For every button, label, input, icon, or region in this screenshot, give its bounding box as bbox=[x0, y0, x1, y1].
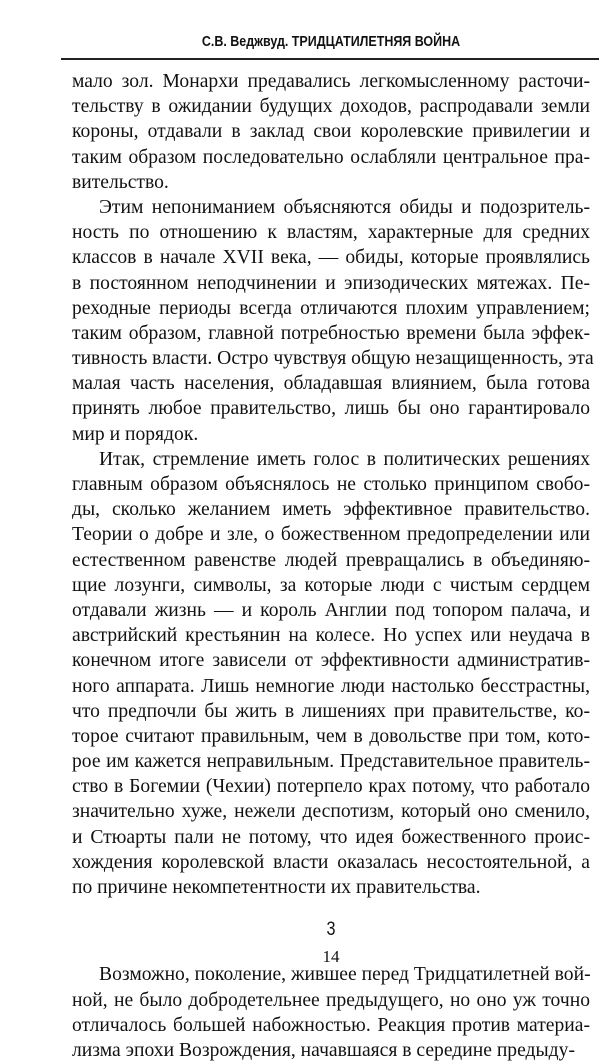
text-line: тельству в ожидании будущих доходов, распродавали земли bbox=[72, 96, 590, 118]
text-line: естественном равенстве людей превращались в объединяю- bbox=[72, 549, 590, 571]
text-line: малая часть населения, обладавшая влиянием, была готова bbox=[72, 373, 590, 395]
text-line: торое считают правильным, чем в довольстве при том, кото- bbox=[72, 725, 590, 747]
header-rule bbox=[61, 58, 599, 60]
running-header: С.В. Веджвуд. ТРИДЦАТИЛЕТНЯЯ ВОЙНА bbox=[201, 34, 461, 50]
text-line: реходные периоды всегда отличаются плохим управлением; bbox=[72, 297, 590, 319]
text-line: австрийский крестьянин на колесе. Но успех или неудача в bbox=[72, 625, 590, 647]
text-line: ды, сколько желанием иметь эффективное правительство. bbox=[72, 499, 590, 521]
paragraph bbox=[72, 69, 594, 900]
text-line: Этим непониманием объясняются обиды и подозритель- bbox=[99, 196, 590, 218]
section-number: 3 bbox=[326, 919, 336, 941]
text-line: отдавали жизнь — и король Англии под топором палача, и bbox=[72, 599, 590, 621]
text-line: конечном итоге зависели от эффективности административ- bbox=[72, 650, 590, 672]
text-line: в постоянном неподчинении и эпизодических мятежах. Пе- bbox=[72, 272, 590, 294]
text-line: щие лозунги, символы, за которые люди с чистым сердцем bbox=[72, 574, 590, 596]
text-line: хождения королевской власти оказалась несостоятельной, а bbox=[72, 851, 590, 873]
text-line: мир и порядок. bbox=[72, 423, 199, 445]
page-body bbox=[72, 69, 594, 1063]
text-line: ство в Богемии (Чехии) потерпело крах потому, что работало bbox=[72, 776, 590, 798]
text-line: короны, отдавали в заклад свои королевские привилегии и bbox=[72, 121, 590, 143]
text-line: Итак, стремление иметь голос в политических решениях bbox=[99, 448, 590, 470]
page-number: 14 bbox=[322, 947, 340, 966]
text-line: значительно хуже, нежели деспотизм, который оно сменило, bbox=[72, 801, 590, 823]
text-line: тивность власти. Остро чувствуя общую незащищенность, эта bbox=[72, 348, 594, 370]
text-line: по причине некомпетентности их правительства. bbox=[72, 877, 481, 898]
text-line: и Стюарты пали не потому, что идея божественного проис- bbox=[72, 826, 590, 848]
text-line: классов в начале XVII века, — обиды, которые проявлялись bbox=[72, 247, 590, 269]
text-line: принять любое правительство, лишь бы оно гарантировало bbox=[72, 398, 590, 420]
text-line: таким образом, главной потребностью времени была эффек- bbox=[72, 322, 590, 344]
paragraph bbox=[72, 962, 590, 1063]
text-line: отличалось большей набожностью. Реакция против материа- bbox=[72, 1014, 590, 1036]
text-line: вительство. bbox=[72, 171, 169, 193]
text-line: главным образом объяснялось не столько принципом свобо- bbox=[72, 474, 590, 495]
text-line: что предпочли бы жить в лишениях при правительстве, ко- bbox=[72, 700, 590, 722]
text-line: ного аппарата. Лишь немногие люди настолько бесстрастны, bbox=[72, 675, 590, 697]
text-line: лизма эпохи Возрождения, начавшаяся в середине предыду- bbox=[72, 1039, 575, 1061]
text-line: таким образом последовательно ослабляли центральное пра- bbox=[72, 146, 590, 168]
text-line: рое им кажется неправильным. Представительное правитель- bbox=[72, 751, 590, 773]
text-line: ной, не было добродетельнее предыдущего, но оно уж точно bbox=[72, 989, 590, 1011]
text-line: Возможно, поколение, жившее перед Тридцатилетней вой- bbox=[99, 964, 591, 986]
text-line: мало зол. Монархи предавались легкомысленному расточи- bbox=[72, 71, 590, 92]
text-line: Теории о добре и зле, о божественном предопределении или bbox=[72, 524, 590, 546]
text-line: ность по отношению к властям, характерные для средних bbox=[72, 222, 590, 244]
